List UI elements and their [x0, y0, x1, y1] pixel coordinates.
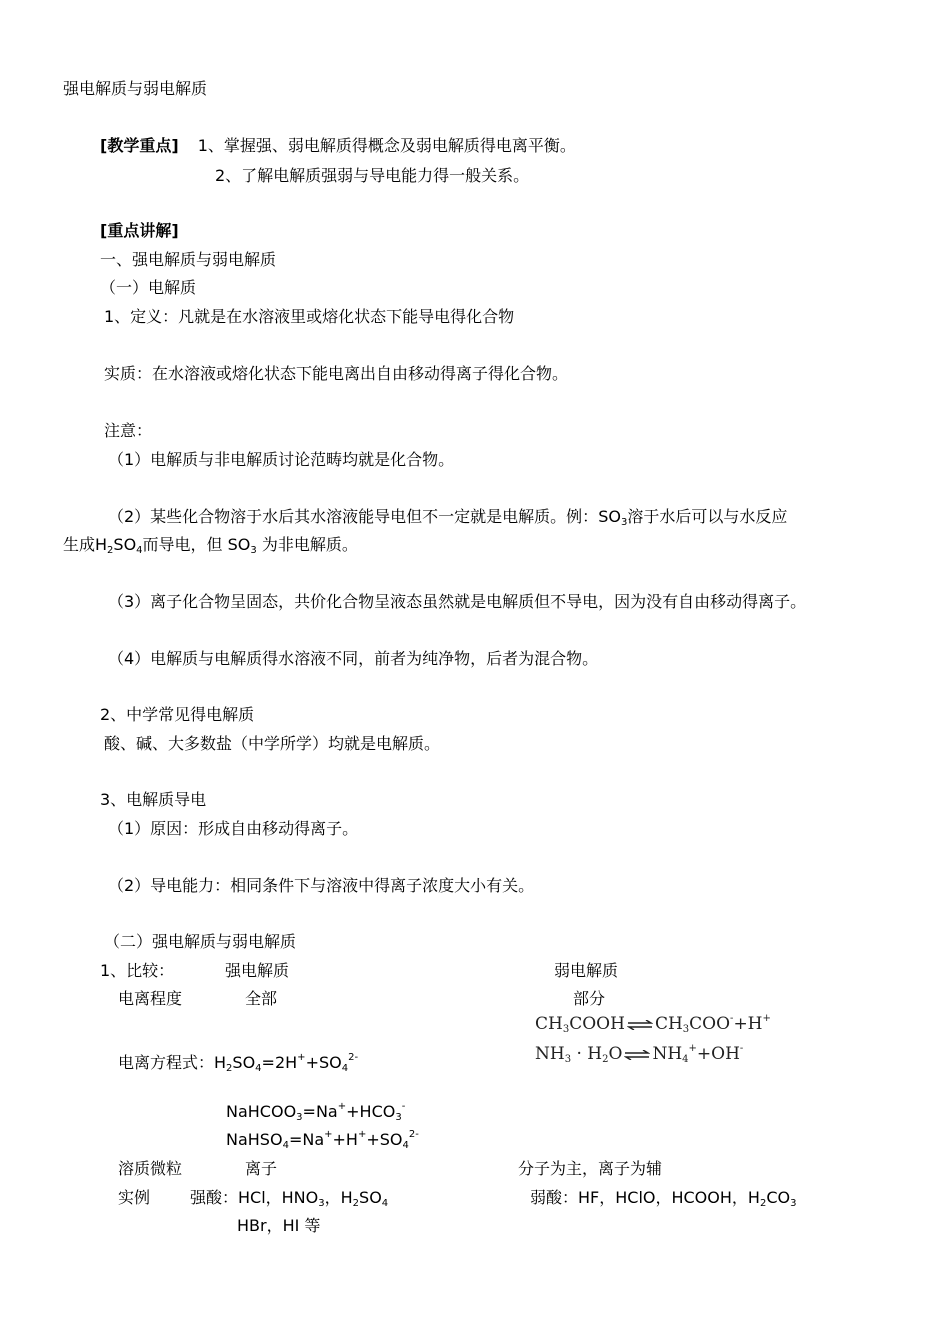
section-1-heading: 一、强电解质与弱电解质: [100, 250, 277, 269]
ionization-degree-strong: 全部: [245, 989, 278, 1008]
conduction-ability: （2）导电能力：相同条件下与溶液中得离子浓度大小有关。: [108, 876, 535, 895]
formula-so3: $SO_3$: [598, 507, 628, 528]
nahso4-equation: $NaHSO_4=Na^++H^++SO_4^{2-}$: [226, 1129, 419, 1151]
acetic-acid-equation: $CH_3COOH$ $CH_3COO^-+H^+$: [535, 1013, 771, 1035]
formula-h2so4: $H_2SO_4$: [95, 535, 143, 556]
note-1: （1）电解质与非电解质讨论范畴均就是化合物。: [108, 450, 455, 469]
compare-label: 1、比较：: [100, 961, 175, 980]
strong-acid-examples: 强酸：HCl，$HNO_3$，$H_2SO_4$: [190, 1188, 389, 1209]
solute-particles-strong: 离子: [245, 1159, 278, 1178]
equilibrium-arrows-icon: [624, 1050, 650, 1060]
subsection-2-heading: （二）强电解质与弱电解质: [104, 932, 297, 951]
focus-label: [教学重点]: [100, 136, 179, 155]
focus-item-1: 1、掌握强、弱电解质得概念及弱电解质得电离平衡。: [197, 136, 576, 155]
solute-particles-weak: 分子为主，离子为辅: [518, 1159, 663, 1178]
weak-electrolyte-header: 弱电解质: [554, 961, 619, 980]
explain-label: [重点讲解]: [100, 221, 179, 240]
examples-label: 实例: [118, 1188, 151, 1207]
ionization-degree-label: 电离程度: [118, 989, 183, 1008]
nahco3-equation: $NaHCOO_3=Na^++HCO_3^-$: [226, 1101, 406, 1123]
conduction-reason: （1）原因：形成自由移动得离子。: [108, 819, 359, 838]
common-electrolytes-heading: 2、中学常见得电解质: [100, 705, 255, 724]
note-3: （3）离子化合物呈固态，共价化合物呈液态虽然就是电解质但不导电，因为没有自由移动得离子。: [108, 592, 807, 611]
focus-item-2: 2、了解电解质强弱与导电能力得一般关系。: [215, 166, 530, 185]
note-2-line-2: 生成$H_2SO_4$而导电，但 $SO_3$ 为非电解质。: [63, 535, 358, 556]
ionization-equation-label: 电离方程式：: [118, 1053, 215, 1072]
solute-particles-label: 溶质微粒: [118, 1159, 183, 1178]
ionization-degree-weak: 部分: [573, 989, 606, 1008]
note-label: 注意：: [104, 421, 153, 440]
equilibrium-arrows-icon: [627, 1020, 653, 1030]
common-electrolytes-text: 酸、碱、大多数盐（中学所学）均就是电解质。: [104, 734, 441, 753]
focus-line-1: [100, 136, 576, 156]
h2so4-equation: $H_2SO_4=2H^++SO_4^{2-}$: [214, 1052, 359, 1074]
ionization-equation-row: [118, 1053, 358, 1073]
subsection-1-heading: （一）电解质: [100, 278, 197, 297]
ammonia-equation: $NH_3 \cdot H_2O$ $NH_4^++OH^-$: [535, 1043, 744, 1065]
strong-acid-examples-2: HBr，HI 等: [237, 1216, 321, 1235]
note-2-line-1: （2）某些化合物溶于水后其水溶液能导电但不一定就是电解质。例：$SO_3$溶于水后可以与水反应: [108, 507, 788, 528]
definition-text: 1、定义：凡就是在水溶液里或熔化状态下能导电得化合物: [104, 307, 515, 326]
conduction-heading: 3、电解质导电: [100, 790, 207, 809]
formula-so3: $SO_3$: [222, 535, 257, 556]
strong-electrolyte-header: 强电解质: [225, 961, 290, 980]
page-title: 强电解质与弱电解质: [63, 79, 208, 98]
weak-acid-examples: 弱酸：HF，HClO，HCOOH，$H_2CO_3$: [530, 1188, 797, 1209]
essence-text: 实质：在水溶液或熔化状态下能电离出自由移动得离子得化合物。: [104, 364, 569, 383]
note-4: （4）电解质与电解质得水溶液不同，前者为纯净物，后者为混合物。: [108, 649, 599, 668]
